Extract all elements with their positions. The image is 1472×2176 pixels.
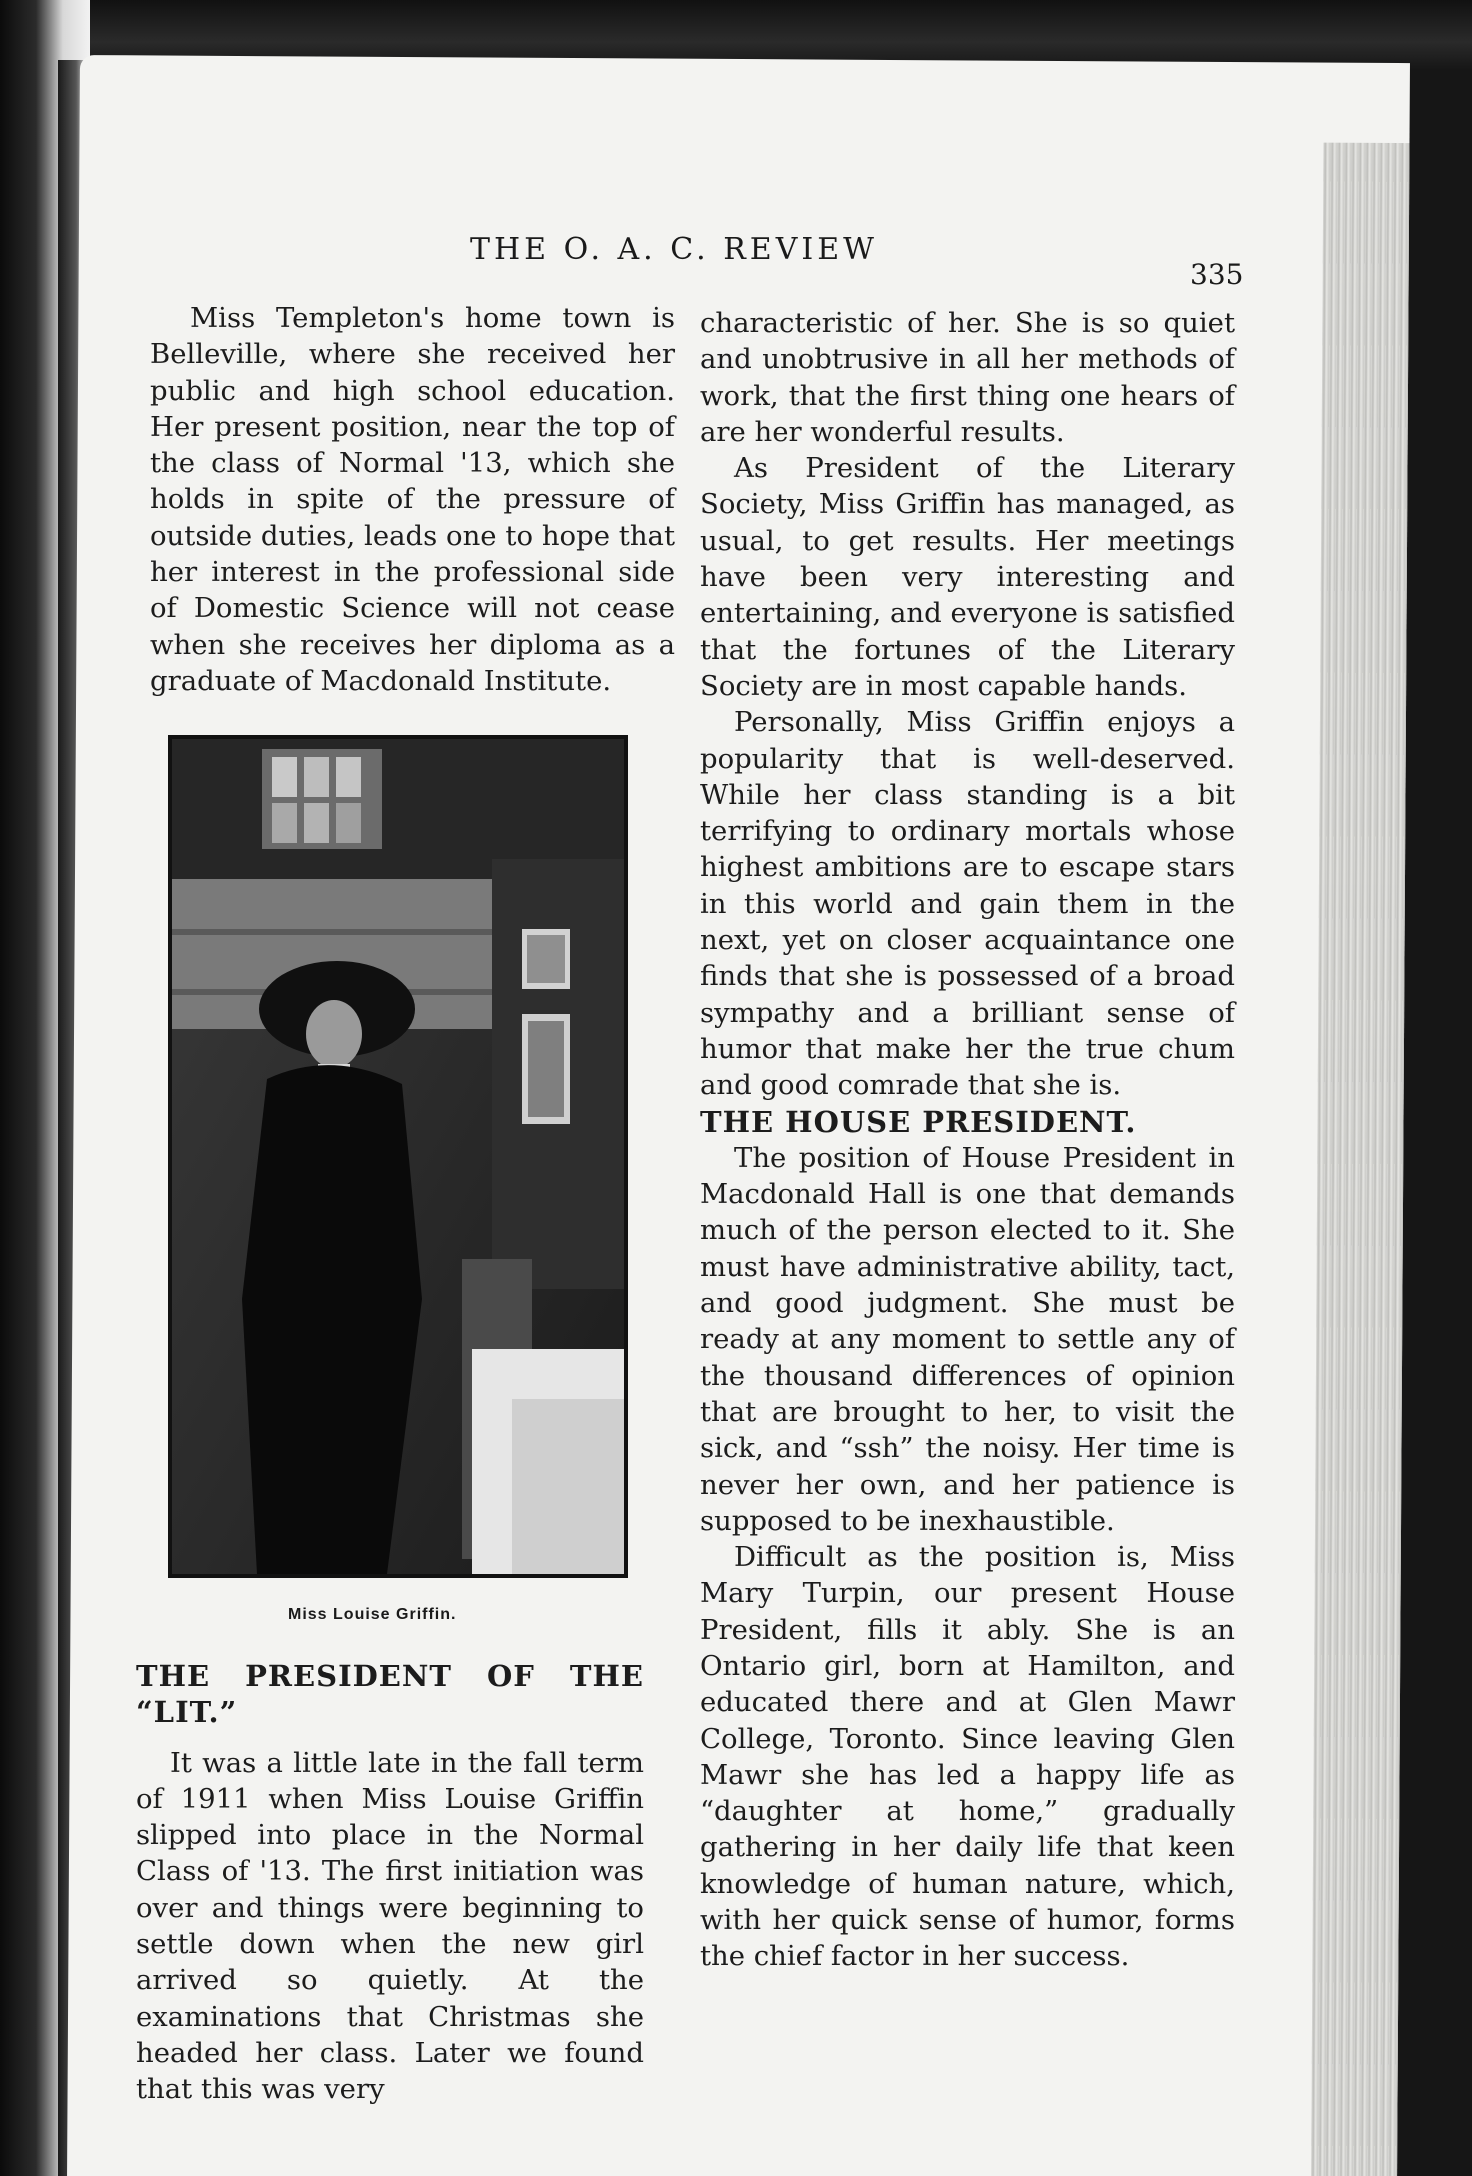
- paragraph: characteristic of her. She is so quiet and unobtrusive in all her methods of work, that the first thing one hears of are her wonderful results.: [700, 307, 1235, 448]
- page-edges: [1311, 143, 1410, 2176]
- paragraph: It was a little late in the fall term of 1911 when Miss Louise Griffin slipped into place in the Normal Class of '13. The first initiation was over and things were beginning to settle down when the new girl arrived so quietly. At the examinations that Christmas she headed her class. Later we found that this was very: [136, 1746, 644, 2106]
- photograph-louise-griffin: [168, 735, 628, 1578]
- paragraph: Miss Templeton's home town is Belleville, where she received her public and high school education. Her present position, near the top of the class of Normal '13, which she holds in spite of the pressure of outside duties, leads one to hope that her interest in the professional side of Domestic Science will not cease when she receives her diploma as a graduate of Macdonald Institute.: [150, 302, 675, 697]
- paragraph: Personally, Miss Griffin enjoys a popularity that is well-deserved. While her class standing is a bit terrifying to ordinary mortals whose highest ambitions are to escape stars in this world and gain them in the next, yet on closer acquaintance one finds that she is possessed of a broad sympathy and a brilliant sense of humor that make her the true chum and good comrade that she is.: [700, 706, 1235, 1102]
- section-president-lit: [136, 1658, 644, 2108]
- paragraph: The position of House President in Macdonald Hall is one that demands much of the person elected to it. She must have administrative ability, tact, and good judgment. She must be ready at any moment to settle any of the thousand differences of opinion that are brought to her, to visit the sick, and “ssh” the noisy. Her time is never her own, and her patience is supposed to be inexhaustible.: [700, 1141, 1235, 1537]
- section-heading-lit: THE PRESIDENT OF THE “LIT.”: [136, 1659, 644, 1730]
- paragraph: As President of the Literary Society, Miss Griffin has managed, as usual, to get results. Her meetings have been very interesting and entertaining, and everyone is satisfied that the fortunes of the Literary Society are in most capable hands.: [700, 452, 1235, 702]
- section-heading-house: THE HOUSE PRESIDENT.: [700, 1104, 1137, 1139]
- running-head: THE O. A. C. REVIEW: [470, 232, 878, 267]
- right-column: [700, 305, 1235, 1975]
- photo-caption: Miss Louise Griffin.: [288, 1606, 457, 1623]
- page-number: 335: [1190, 258, 1244, 291]
- paragraph: Difficult as the position is, Miss Mary Turpin, our present House President, fills it ably. She is an Ontario girl, born at Hamilton, and educated there and at Glen Mawr College, Toronto. Since leaving Glen Mawr she has led a happy life as “daughter at home,” gradually gathering in her daily life that keen knowledge of human nature, which, with her quick sense of humor, forms the chief factor in her success.: [700, 1541, 1235, 1973]
- left-column: [150, 300, 675, 699]
